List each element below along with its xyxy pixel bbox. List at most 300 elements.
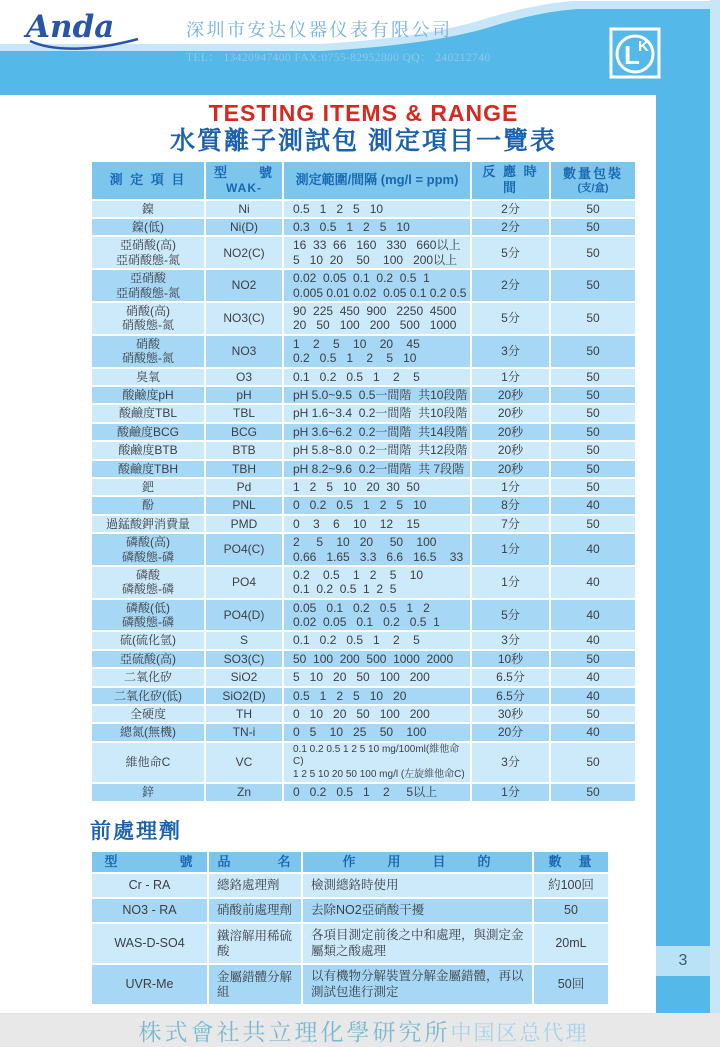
svg-text:K: K <box>638 38 649 55</box>
table-row <box>92 567 635 598</box>
cell-line: NO3 - RA <box>122 902 177 917</box>
cell-line: 硝酸(高) <box>126 304 170 319</box>
cell-model <box>206 724 282 740</box>
table-row <box>92 369 635 385</box>
page-title-en: TESTING ITEMS & RANGE <box>208 100 519 126</box>
cell-line: 1分 <box>501 479 520 494</box>
cell-line: 10秒 <box>497 651 524 666</box>
anda-logo-text: Anda <box>26 9 115 45</box>
cell-line: S <box>239 633 248 648</box>
cell-model <box>206 219 282 235</box>
cell-model <box>206 479 282 495</box>
cell-line: 2 5 10 20 50 100 <box>293 535 437 550</box>
cell-time <box>472 724 549 740</box>
cell-model <box>206 369 282 385</box>
cell-time <box>472 479 549 495</box>
cell-model <box>92 965 207 1004</box>
table-row <box>92 632 635 648</box>
cell-line: pH 1.6~3.4 0.2一間階 共10段階 <box>293 406 468 421</box>
cell-line: 3分 <box>501 633 520 648</box>
cell-model <box>206 303 282 334</box>
cell-line: Cr - RA <box>128 877 171 892</box>
cell-item <box>92 303 204 334</box>
cell-line: 硫(硫化氫) <box>120 633 176 648</box>
cell-line: 50 <box>586 424 600 439</box>
cell-time <box>472 534 549 565</box>
cell-time <box>472 303 549 334</box>
cell-qty <box>551 219 635 235</box>
cell-item <box>92 405 204 421</box>
header-row <box>92 852 608 872</box>
cell-line: NO3(C) <box>223 311 265 326</box>
cell-item <box>92 424 204 440</box>
cell-range <box>284 600 470 631</box>
cell-qty <box>551 461 635 477</box>
footer-distributor-sub: 中国区总代理 <box>450 1021 589 1046</box>
pretreatment-table-body <box>92 874 608 1005</box>
pretreatment-table <box>90 850 610 1007</box>
cell-line: 維他命C <box>125 755 171 770</box>
cell-line: 50 <box>586 785 600 800</box>
cell-line: 1 2 5 10 20 30 50 <box>293 479 420 494</box>
cell-range <box>284 724 470 740</box>
right-edge-strip <box>710 0 720 1013</box>
cell-model <box>206 669 282 685</box>
cell-model <box>206 706 282 722</box>
cell-qty <box>534 899 608 922</box>
table-row <box>92 784 635 800</box>
cell-name <box>209 965 301 1004</box>
cell-line: UVR-Me <box>125 977 174 992</box>
cell-model <box>92 899 207 922</box>
cell-model <box>206 387 282 403</box>
cell-range <box>284 461 470 477</box>
cell-line: 20秒 <box>497 387 524 402</box>
cell-line: 0 3 6 10 12 15 <box>293 516 420 531</box>
cell-qty <box>551 201 635 217</box>
cell-qty <box>551 724 635 740</box>
cell-line: PO4(C) <box>223 542 265 557</box>
cell-item <box>92 201 204 217</box>
cell-line: 0.02 0.05 0.1 0.2 0.5 1 <box>293 271 430 286</box>
cell-qty <box>551 336 635 367</box>
cell-time <box>472 567 549 598</box>
cell-qty <box>551 479 635 495</box>
table-row <box>92 336 635 367</box>
content <box>0 95 656 1047</box>
cell-qty <box>551 743 635 783</box>
cell-item <box>92 497 204 513</box>
company-name: 深圳市安达仪器仪表有限公司 <box>186 20 453 40</box>
cell-line: 40 <box>586 607 600 622</box>
table-row <box>92 237 635 268</box>
cell-range <box>284 387 470 403</box>
cell-line: TN-i <box>232 725 256 740</box>
main-table-body <box>92 201 635 801</box>
cell-line: 20 50 100 200 500 1000 <box>293 318 457 333</box>
cell-time <box>472 516 549 532</box>
cell-line: 40 <box>586 725 600 740</box>
col-header-model-line1: 型 號 <box>213 164 274 180</box>
cell-line: 1 2 5 10 20 50 100 mg/l (左旋維他命C) <box>293 768 465 780</box>
cell-qty <box>534 965 608 1004</box>
cell-range <box>284 336 470 367</box>
cell-purpose <box>303 924 532 963</box>
cell-model <box>206 688 282 704</box>
company-contact: TEL： 13420947400 FAX:0755-82952800 QQ： 240212740 <box>186 52 491 64</box>
cell-line: 全硬度 <box>129 707 166 722</box>
cell-qty <box>551 405 635 421</box>
header-row <box>92 162 635 199</box>
pre-col-header-name: 品 名 <box>209 852 301 872</box>
cell-item <box>92 600 204 631</box>
cell-line: 0.5 1 2 5 10 <box>293 201 384 216</box>
cell-name <box>209 874 301 897</box>
table-row <box>92 669 635 685</box>
cell-item <box>92 461 204 477</box>
cell-name <box>209 899 301 922</box>
cell-line: 0 5 10 25 50 100 <box>293 725 427 740</box>
cell-line: 0.3 0.5 1 2 5 10 <box>293 220 410 235</box>
cell-range <box>284 651 470 667</box>
cell-line: SiO2(D) <box>222 688 266 703</box>
cell-item <box>92 784 204 800</box>
cell-line: 30秒 <box>497 707 524 722</box>
cell-time <box>472 270 549 301</box>
footer-distributor-main: 株式會社共立理化學研究所 <box>138 1020 451 1046</box>
page-number-badge <box>656 946 710 976</box>
cell-model <box>206 270 282 301</box>
col-header-time: 反 應 時 間 <box>472 162 549 199</box>
cell-line: 40 <box>586 575 600 590</box>
cell-line: 臭氧 <box>135 369 160 384</box>
cell-line: 6.5分 <box>496 688 525 703</box>
cell-qty <box>551 534 635 565</box>
cell-line: 磷酸態-磷 <box>122 582 174 597</box>
table-row <box>92 219 635 235</box>
cell-item <box>92 516 204 532</box>
cell-qty <box>551 567 635 598</box>
cell-line: 鈀 <box>141 479 154 494</box>
cell-line: 50 <box>586 220 600 235</box>
cell-range <box>284 688 470 704</box>
cell-line: 0 0.2 0.5 1 2 5以上 <box>293 785 438 800</box>
cell-line: 50 <box>586 406 600 421</box>
table-row <box>92 405 635 421</box>
cell-model <box>206 405 282 421</box>
cell-model <box>206 424 282 440</box>
cell-line: 5分 <box>501 311 520 326</box>
pretreatment-table-head <box>92 852 608 872</box>
cell-time <box>472 600 549 631</box>
cell-line: 亞硫酸(高) <box>120 651 176 666</box>
table-row <box>92 924 608 963</box>
cell-line: 40 <box>586 498 600 513</box>
cell-line: 16 33 66 160 330 660以上 <box>293 238 461 253</box>
cell-line: BTB <box>232 443 256 458</box>
cell-line: 20秒 <box>497 461 524 476</box>
cell-line: 50 <box>586 516 600 531</box>
cell-line: 過錳酸鉀消費量 <box>105 516 190 531</box>
cell-purpose <box>303 965 532 1004</box>
cell-line: 磷酸 <box>135 567 160 582</box>
cell-line: 5分 <box>501 607 520 622</box>
table-row <box>92 424 635 440</box>
cell-line: pH <box>236 387 252 402</box>
cell-line: 鋅 <box>141 785 154 800</box>
table-row <box>92 303 635 334</box>
cell-line: 1分 <box>501 369 520 384</box>
cell-line: 0 0.2 0.5 1 2 5 10 <box>293 498 427 513</box>
cell-range <box>284 442 470 458</box>
cell-line: TH <box>236 707 252 722</box>
cell-line: 約100回 <box>548 877 594 892</box>
cell-qty <box>551 651 635 667</box>
cell-model <box>206 516 282 532</box>
cell-qty <box>534 924 608 963</box>
cell-range <box>284 632 470 648</box>
cell-range <box>284 706 470 722</box>
table-row <box>92 497 635 513</box>
svg-text:L: L <box>624 40 640 70</box>
table-row <box>92 201 635 217</box>
cell-line: 20秒 <box>497 424 524 439</box>
cell-line: 二氧化矽 <box>123 670 172 685</box>
cell-line: 總氮(無機) <box>120 725 176 740</box>
cell-item <box>92 369 204 385</box>
cell-item <box>92 743 204 783</box>
cell-line: 總鉻處理劑 <box>217 877 280 892</box>
cell-time <box>472 651 549 667</box>
cell-range <box>284 534 470 565</box>
cell-item <box>92 632 204 648</box>
table-row <box>92 461 635 477</box>
cell-line: 20秒 <box>497 443 524 458</box>
cell-range <box>284 201 470 217</box>
cell-time <box>472 405 549 421</box>
table-row <box>92 442 635 458</box>
cell-line: 50 <box>586 755 600 770</box>
cell-range <box>284 567 470 598</box>
cell-line: 50 100 200 500 1000 2000 <box>293 651 454 666</box>
page-number: 3 <box>678 952 688 969</box>
cell-line: 亞硝酸態-氮 <box>116 252 180 267</box>
cell-line: PMD <box>230 516 258 531</box>
cell-time <box>472 669 549 685</box>
cell-range <box>284 237 470 268</box>
company-info <box>186 16 491 65</box>
cell-time <box>472 497 549 513</box>
cell-line: 50 <box>586 278 600 293</box>
cell-item <box>92 387 204 403</box>
cell-line: 0.05 0.1 0.2 0.5 1 2 <box>293 600 430 615</box>
cell-line: TBL <box>232 406 255 421</box>
cell-model <box>206 201 282 217</box>
cell-line: 6.5分 <box>496 670 525 685</box>
cell-item <box>92 567 204 598</box>
cell-line: 40 <box>586 670 600 685</box>
cell-item <box>92 479 204 495</box>
cell-line: 50 <box>586 461 600 476</box>
cell-line: 0.005 0.01 0.02 0.05 0.1 0.2 0.5 <box>293 285 467 300</box>
pre-col-header-model: 型 號 <box>92 852 207 872</box>
cell-range <box>284 784 470 800</box>
cell-line: 2分 <box>501 220 520 235</box>
cell-line: 20mL <box>555 936 587 951</box>
cell-line: 硝酸 <box>135 336 160 351</box>
cell-time <box>472 688 549 704</box>
cell-line: 1分 <box>501 542 520 557</box>
cell-line: pH 3.6~6.2 0.2一間階 共14段階 <box>293 424 468 439</box>
cell-range <box>284 497 470 513</box>
cell-item <box>92 237 204 268</box>
cell-line: 50 <box>586 707 600 722</box>
cell-line: 0.2 0.5 1 2 5 10 <box>293 351 417 366</box>
cell-item <box>92 442 204 458</box>
cell-line: SiO2 <box>230 670 258 685</box>
lk-logo-icon <box>608 26 662 80</box>
cell-line: 酚 <box>141 498 154 513</box>
cell-line: 磷酸態-磷 <box>122 549 174 564</box>
cell-line: 各項目測定前後之中和處理，與測定金屬類之酸處理 <box>311 927 524 958</box>
cell-model <box>206 600 282 631</box>
pre-col-header-qty: 數 量 <box>534 852 608 872</box>
cell-model <box>206 567 282 598</box>
cell-line: 50 <box>586 479 600 494</box>
cell-range <box>284 516 470 532</box>
table-row <box>92 516 635 532</box>
cell-line: 硝酸前處理劑 <box>217 902 293 917</box>
table-row <box>92 706 635 722</box>
page-title-zh: 水質離子測試包 測定項目一覽表 <box>170 127 557 156</box>
cell-line: 2分 <box>501 278 520 293</box>
cell-time <box>472 369 549 385</box>
cell-purpose <box>303 874 532 897</box>
col-header-item: 測 定 項 目 <box>92 162 204 199</box>
cell-model <box>206 784 282 800</box>
cell-line: 0.02 0.05 0.1 0.2 0.5 1 <box>293 615 440 630</box>
cell-line: 硝酸態-氮 <box>122 351 174 366</box>
cell-line: pH 8.2~9.6 0.2一間階 共 7段階 <box>293 461 465 476</box>
col-header-qty-line2: (支/盒) <box>577 182 609 194</box>
cell-line: 20分 <box>497 725 524 740</box>
cell-line: 檢測總鉻時使用 <box>311 877 399 892</box>
cell-model <box>206 534 282 565</box>
cell-time <box>472 461 549 477</box>
cell-line: PO4(D) <box>223 607 265 622</box>
cell-range <box>284 303 470 334</box>
table-row <box>92 965 608 1004</box>
cell-qty <box>551 270 635 301</box>
main-table-head <box>92 162 635 199</box>
cell-line: 去除NO2亞硝酸干擾 <box>311 902 425 917</box>
cell-line: 酸鹼度BTB <box>118 443 178 458</box>
cell-line: 鎳 <box>141 201 154 216</box>
cell-line: 50回 <box>557 977 585 992</box>
cell-line: NO2 <box>231 278 257 293</box>
cell-line: 3分 <box>501 344 520 358</box>
cell-line: 50 <box>586 201 600 216</box>
cell-item <box>92 669 204 685</box>
cell-line: 90 225 450 900 2250 4500 <box>293 304 457 319</box>
cell-line: 酸鹼度BCG <box>116 424 179 439</box>
cell-qty <box>551 369 635 385</box>
cell-line: 50 <box>586 369 600 384</box>
cell-time <box>472 632 549 648</box>
cell-line: Zn <box>236 785 251 800</box>
col-header-model <box>206 162 282 199</box>
cell-line: PO4 <box>231 575 256 590</box>
cell-line: 40 <box>586 633 600 648</box>
cell-time <box>472 237 549 268</box>
cell-line: 1 2 5 10 20 45 <box>293 336 420 351</box>
cell-time <box>472 706 549 722</box>
cell-model <box>206 461 282 477</box>
cell-time <box>472 442 549 458</box>
cell-line: Ni <box>238 201 250 216</box>
cell-line: 5 10 20 50 100 200 <box>293 670 430 685</box>
cell-line: TBH <box>232 461 256 476</box>
footer <box>90 1014 637 1047</box>
cell-model <box>92 874 207 897</box>
cell-model <box>206 442 282 458</box>
cell-qty <box>551 237 635 268</box>
cell-line: 1分 <box>501 785 520 800</box>
cell-time <box>472 336 549 367</box>
cell-line: 0 10 20 50 100 200 <box>293 707 430 722</box>
table-row <box>92 387 635 403</box>
cell-qty <box>551 600 635 631</box>
cell-qty <box>551 497 635 513</box>
table-row <box>92 479 635 495</box>
cell-line: 亞硝酸態-氮 <box>116 285 180 300</box>
cell-range <box>284 424 470 440</box>
cell-line: PNL <box>232 498 256 513</box>
cell-line: 亞硝酸(高) <box>120 238 176 253</box>
cell-line: 酸鹼度pH <box>122 387 174 402</box>
sidebar <box>656 94 710 1013</box>
cell-line: 5 10 20 50 100 200以上 <box>293 252 458 267</box>
cell-item <box>92 651 204 667</box>
pretreatment-heading: 前處理劑 <box>90 819 182 843</box>
col-header-model-line2: WAK- <box>226 181 262 196</box>
cell-line: 磷酸(低) <box>126 600 170 615</box>
cell-time <box>472 387 549 403</box>
cell-line: 7分 <box>501 516 520 531</box>
cell-item <box>92 219 204 235</box>
cell-line: 0.5 1 2 5 10 20 <box>293 688 407 703</box>
anda-logo <box>26 9 151 52</box>
cell-qty <box>534 874 608 897</box>
col-header-qty <box>551 162 635 199</box>
cell-qty <box>551 442 635 458</box>
cell-item <box>92 534 204 565</box>
cell-name <box>209 924 301 963</box>
cell-line: 50 <box>586 344 600 358</box>
table-row <box>92 651 635 667</box>
cell-range <box>284 479 470 495</box>
table-row <box>92 743 635 783</box>
cell-line: 1分 <box>501 575 520 590</box>
cell-line: 3分 <box>501 755 520 770</box>
cell-qty <box>551 516 635 532</box>
cell-line: 0.1 0.2 0.5 1 2 5 10 mg/100ml(維他命C) <box>293 743 460 768</box>
cell-line: 0.1 0.2 0.5 1 2 5 <box>293 369 420 384</box>
cell-line: 40 <box>586 542 600 557</box>
cell-line: 2分 <box>501 201 520 216</box>
cell-line: 5分 <box>501 245 520 260</box>
cell-line: 金屬錯體分解組 <box>217 969 293 999</box>
